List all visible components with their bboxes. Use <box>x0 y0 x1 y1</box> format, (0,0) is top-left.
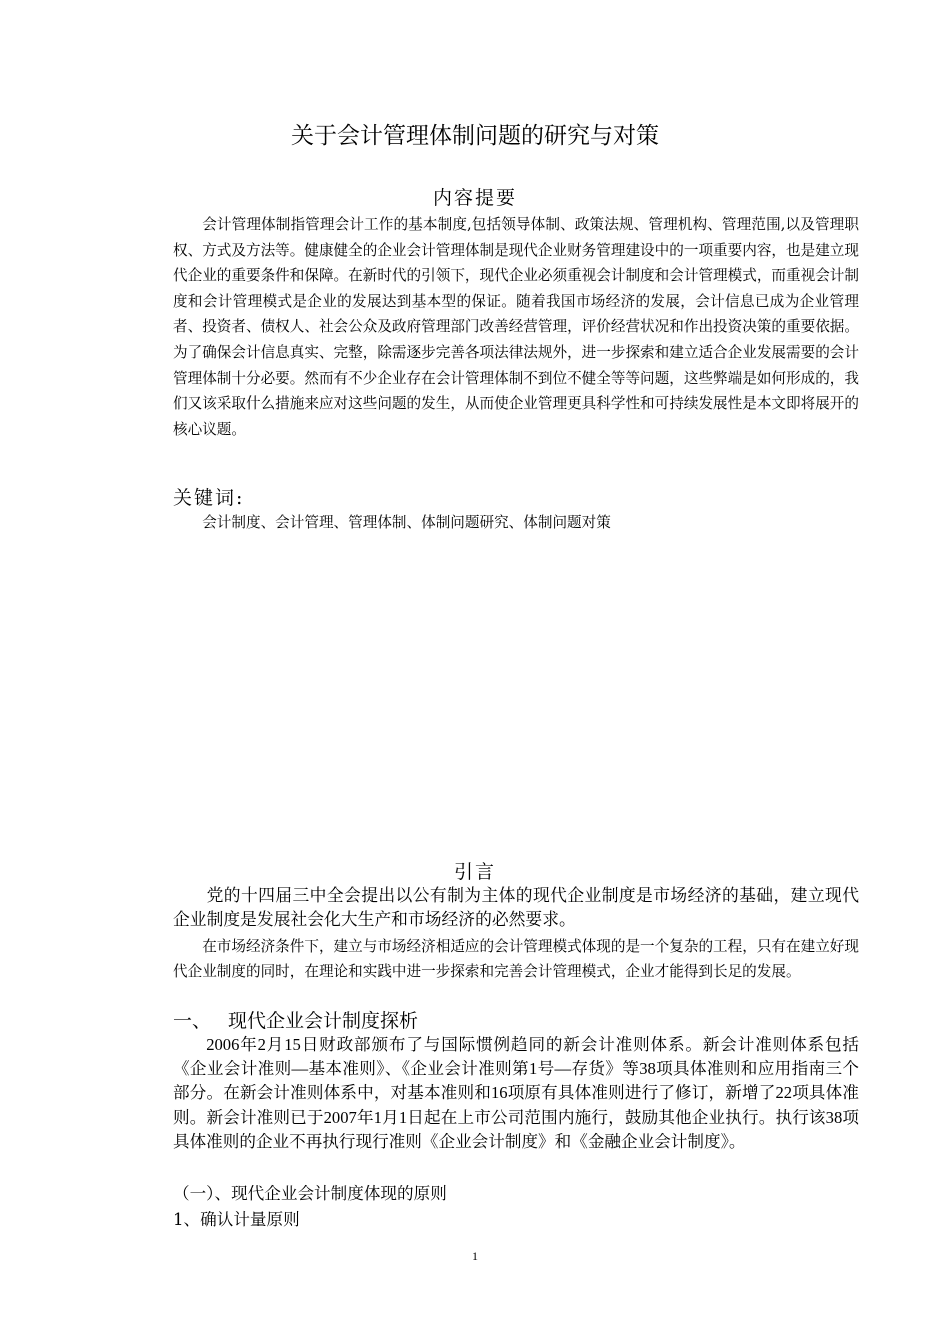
intro-paragraph-2: 在市场经济条件下，建立与市场经济相适应的会计管理模式体现的是一个复杂的工程，只有在建立好现代企业制度的同时，在理论和实践中进一步探索和完善会计管理模式，企业才能得到长足的发展。 <box>173 938 859 980</box>
section-1-title: 现代企业会计制度探析 <box>228 1010 419 1032</box>
abstract-text: 会计管理体制指管理会计工作的基本制度,包括领导体制、政策法规、管理机构、管理范围,以及管理职权、方式及方法等。健康健全的企业会计管理体制是现代企业财务管理建设中的一项重要内容，也是建立现代企业的重要条件和保障。在新时代的引领下，现代企业必须重视会计制度和会计管理模式，而重视会计制度和会计管理模式是企业的发展达到基本型的保证。随着我国市场经济的发展，会计信息已成为企业管理者、投资者、债权人、社会公众及政府管理部门改善经营管理，评价经营状况和作出投资决策的重要依据。为了确保会计信息真实、完整，除需逐步完善各项法律法规外，进一步探索和建立适合企业发展需要的会计管理体制十分必要。然而有不少企业存在会计管理体制不到位不健全等等问题，这些弊端是如何形成的，我们又该采取什么措施来应对这些问题的发生，从而使企业管理更具科学性和可持续发展性是本文即将展开的核心议题。 <box>173 216 859 438</box>
item-heading: 1、确认计量原则 <box>173 1210 300 1229</box>
section-1-heading <box>173 1008 859 1034</box>
document-title: 关于会计管理体制问题的研究与对策 <box>291 123 659 149</box>
subsection-heading: （一）、现代企业会计制度体现的原则 <box>173 1184 447 1203</box>
section-1-number: 一、 <box>173 1010 212 1032</box>
intro-paragraph-1: 党的十四届三中全会提出以公有制为主体的现代企业制度是市场经济的基础，建立现代企业制度是发展社会化大生产和市场经济的必然要求。 <box>173 885 859 929</box>
page-number: 1 <box>472 1249 478 1263</box>
keywords-text: 会计制度、会计管理、管理体制、体制问题研究、体制问题对策 <box>202 514 611 531</box>
intro-heading: 引言 <box>453 861 496 883</box>
keywords-heading: 关键词: <box>173 487 245 509</box>
section-1-body: 2006年2月15日财政部颁布了与国际惯例趋同的新会计准则体系。新会计准则体系包括《企业会计准则—基本准则》、《企业会计准则第1号—存货》等38项具体准则和应用指南三个部分。在新会计准则体系中，对基本准则和16项原有具体准则进行了修订，新增了22项具体准则。新会计准则已于2007年1月1日起在上市公司范围内施行，鼓励其他企业执行。执行该38项具体准则的企业不再执行现行准则《企业会计制度》和《金融企业会计制度》。 <box>173 1035 859 1151</box>
abstract-heading: 内容提要 <box>432 187 517 209</box>
